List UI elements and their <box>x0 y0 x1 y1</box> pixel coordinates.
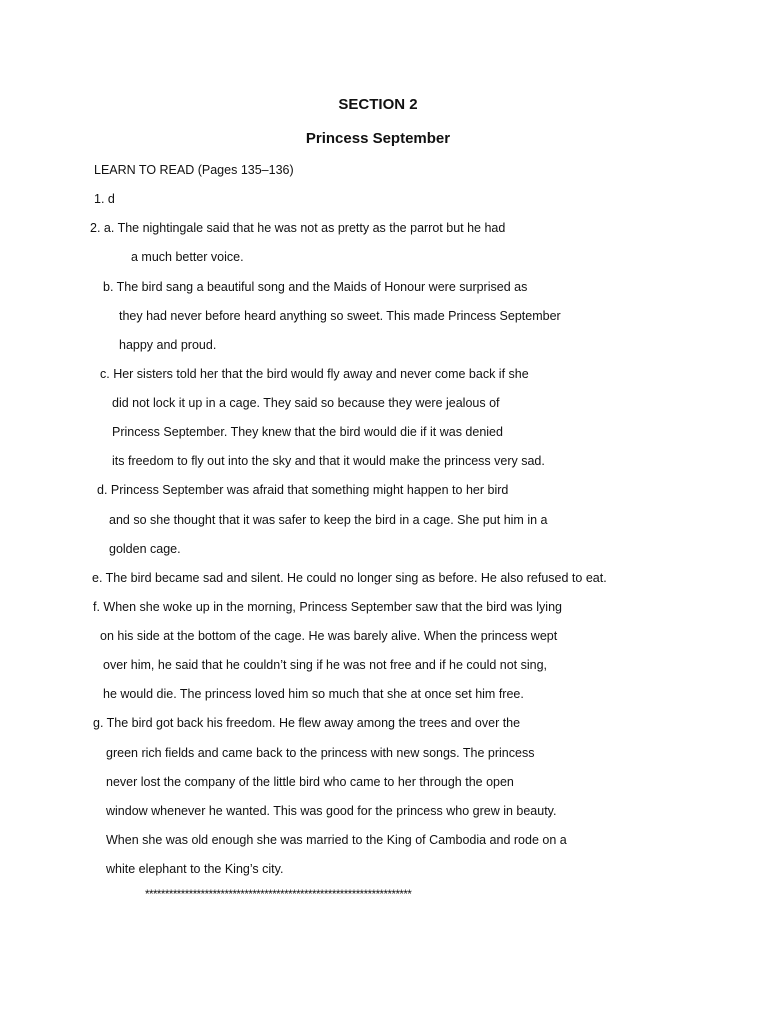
answer-2g-line: window whenever he wanted. This was good for the princess who grew in beauty. <box>106 804 557 818</box>
answer-1: 1. d <box>94 192 115 206</box>
answer-2b-line: happy and proud. <box>119 338 217 352</box>
answer-2f-line: f. When she woke up in the morning, Princess September saw that the bird was lying <box>93 600 562 614</box>
answer-2g-line: green rich fields and came back to the princess with new songs. The princess <box>106 746 535 760</box>
answer-2f-line: he would die. The princess loved him so much that she at once set him free. <box>103 687 524 701</box>
answer-2c-line: c. Her sisters told her that the bird would fly away and never come back if she <box>100 367 529 381</box>
answer-2f-line: over him, he said that he couldn’t sing if he was not free and if he could not sing, <box>103 658 548 672</box>
section-title: SECTION 2 <box>338 96 418 113</box>
answer-2f-line: on his side at the bottom of the cage. He was barely alive. When the princess wept <box>100 629 558 643</box>
answer-2g-line: white elephant to the King’s city. <box>106 862 284 876</box>
answer-2a-line: a much better voice. <box>131 250 244 264</box>
separator-stars: ******************************************************************* <box>145 889 412 901</box>
answer-2c-line: did not lock it up in a cage. They said so because they were jealous of <box>112 396 500 410</box>
answer-2g-line: never lost the company of the little bird who came to her through the open <box>106 775 514 789</box>
answer-2c-line: Princess September. They knew that the bird would die if it was denied <box>112 425 503 439</box>
answer-2a-line: 2. a. The nightingale said that he was not as pretty as the parrot but he had <box>90 221 506 235</box>
answer-2d-line: d. Princess September was afraid that something might happen to her bird <box>97 483 509 497</box>
answer-2c-line: its freedom to fly out into the sky and that it would make the princess very sad. <box>112 454 545 468</box>
answer-2b-line: b. The bird sang a beautiful song and the Maids of Honour were surprised as <box>103 280 528 294</box>
answer-2g-line: When she was old enough she was married to the King of Cambodia and rode on a <box>106 833 567 847</box>
answer-2g-line: g. The bird got back his freedom. He flew away among the trees and over the <box>93 716 521 730</box>
answer-2d-line: and so she thought that it was safer to keep the bird in a cage. She put him in a <box>109 513 548 527</box>
answer-2e-line: e. The bird became sad and silent. He could no longer sing as before. He also refused to eat. <box>92 571 607 585</box>
answer-2b-line: they had never before heard anything so sweet. This made Princess September <box>119 309 561 323</box>
story-title: Princess September <box>305 130 451 147</box>
subheading: LEARN TO READ (Pages 135–136) <box>94 163 294 177</box>
answer-2d-line: golden cage. <box>109 542 181 556</box>
